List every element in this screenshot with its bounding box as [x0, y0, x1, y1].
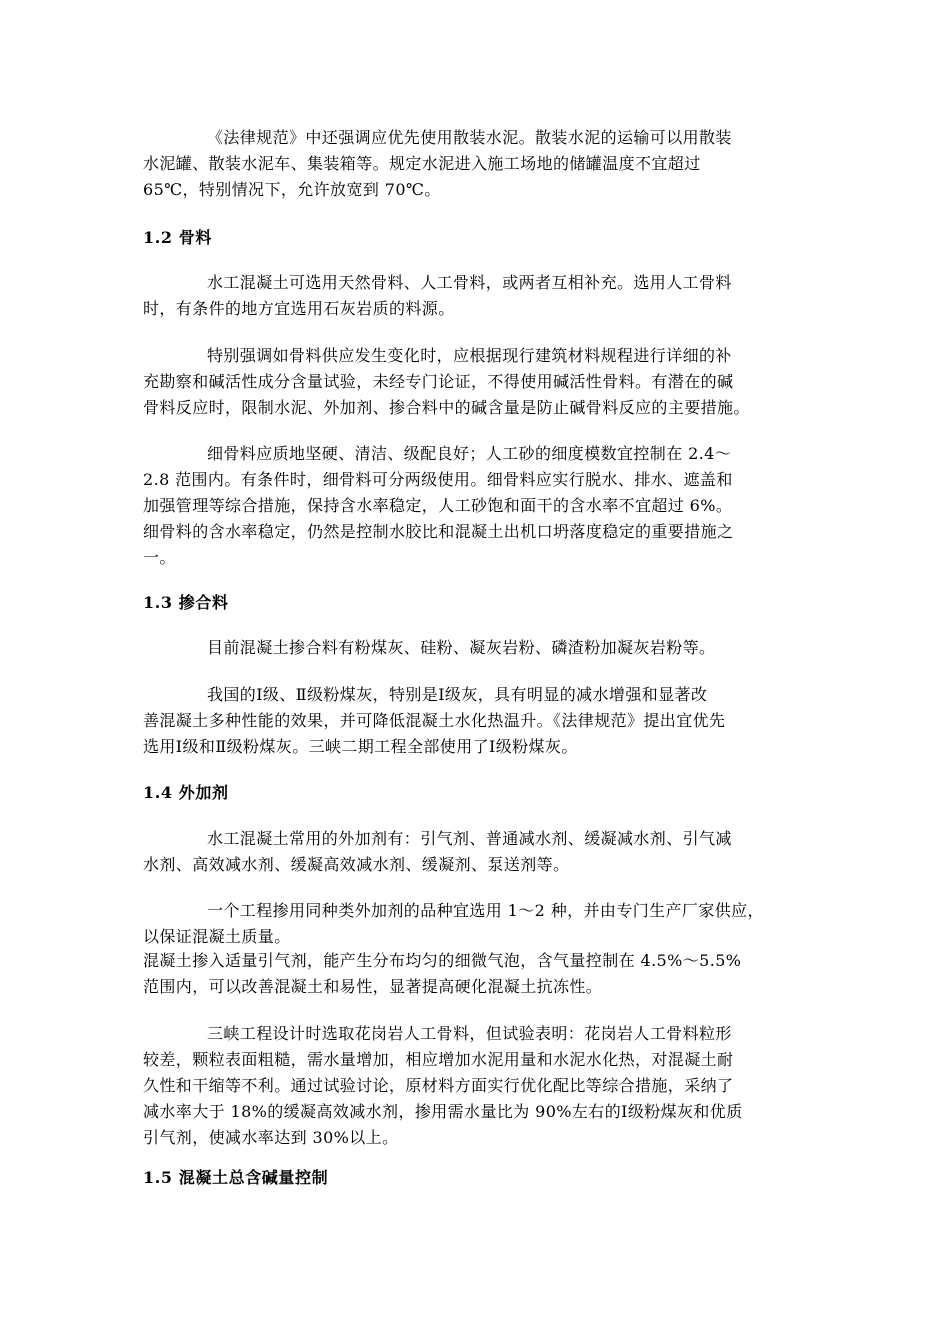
paragraph-line: 细骨料应质地坚硬、清洁、级配良好；人工砂的细度模数宜控制在 2.4～: [207, 444, 732, 463]
paragraph-line: 一。: [143, 548, 176, 567]
paragraph-line: 特别强调如骨料供应发生变化时，应根据现行建筑材料规程进行详细的补: [207, 346, 732, 365]
section-heading: 1.3 掺合料: [143, 593, 229, 612]
paragraph-line: 加强管理等综合措施，保持含水率稳定，人工砂饱和面干的含水率不宜超过 6%。: [143, 496, 733, 515]
paragraph-line: 一个工程掺用同种类外加剂的品种宜选用 1～2 种，并由专门生产厂家供应，: [207, 901, 764, 920]
paragraph-line: 骨料反应时，限制水泥、外加剂、掺合料中的碱含量是防止碱骨料反应的主要措施。: [143, 398, 750, 417]
paragraph-line: 细骨料的含水率稳定，仍然是控制水胶比和混凝土出机口坍落度稳定的重要措施之: [143, 522, 734, 541]
paragraph-line: 我国的Ⅰ级、Ⅱ级粉煤灰，特别是Ⅰ级灰，具有明显的减水增强和显著改: [207, 685, 708, 704]
paragraph-line: 65℃，特别情况下，允许放宽到 70℃。: [143, 180, 441, 199]
paragraph-line: 2.8 范围内。有条件时，细骨料可分两级使用。细骨料应实行脱水、排水、遮盖和: [143, 470, 733, 489]
paragraph-line: 水剂、高效减水剂、缓凝高效减水剂、缓凝剂、泵送剂等。: [143, 855, 570, 874]
paragraph-line: 范围内，可以改善混凝土和易性，显著提高硬化混凝土抗冻性。: [143, 977, 603, 996]
section-heading: 1.5 混凝土总含碱量控制: [143, 1168, 329, 1187]
paragraph-line: 减水率大于 18%的缓凝高效减水剂，掺用需水量比为 90%左右的Ⅰ级粉煤灰和优质: [143, 1102, 743, 1121]
paragraph-line: 《法律规范》中还强调应优先使用散装水泥。散装水泥的运输可以用散装: [207, 128, 732, 147]
section-heading: 1.2 骨料: [143, 228, 213, 247]
paragraph-line: 目前混凝土掺合料有粉煤灰、硅粉、凝灰岩粉、磷渣粉加凝灰岩粉等。: [207, 638, 716, 657]
section-heading: 1.4 外加剂: [143, 783, 229, 802]
paragraph-line: 以保证混凝土质量。: [143, 927, 291, 946]
paragraph-line: 善混凝土多种性能的效果，并可降低混凝土水化热温升。《法律规范》提出宜优先: [143, 711, 726, 730]
paragraph-line: 水工混凝土可选用天然骨料、人工骨料，或两者互相补充。选用人工骨料: [207, 273, 732, 292]
paragraph-line: 水泥罐、散装水泥车、集装箱等。规定水泥进入施工场地的储罐温度不宜超过: [143, 154, 701, 173]
paragraph-line: 选用Ⅰ级和Ⅱ级粉煤灰。三峡二期工程全部使用了Ⅰ级粉煤灰。: [143, 737, 578, 756]
paragraph-line: 水工混凝土常用的外加剂有：引气剂、普通减水剂、缓凝减水剂、引气减: [207, 829, 732, 848]
paragraph-line: 引气剂，使减水率达到 30%以上。: [143, 1128, 399, 1147]
paragraph-line: 三峡工程设计时选取花岗岩人工骨料，但试验表明：花岗岩人工骨料粒形: [207, 1024, 732, 1043]
paragraph-line: 较差，颗粒表面粗糙，需水量增加，相应增加水泥用量和水泥水化热，对混凝土耐: [143, 1050, 734, 1069]
paragraph-line: 时，有条件的地方宜选用石灰岩质的料源。: [143, 299, 455, 318]
paragraph-line: 混凝土掺入适量引气剂，能产生分布均匀的细微气泡，含气量控制在 4.5%～5.5%: [143, 951, 742, 970]
paragraph-line: 充勘察和碱活性成分含量试验，未经专门论证，不得使用碱活性骨料。有潜在的碱: [143, 372, 734, 391]
paragraph-line: 久性和干缩等不利。通过试验讨论，原材料方面实行优化配比等综合措施，采纳了: [143, 1076, 734, 1095]
